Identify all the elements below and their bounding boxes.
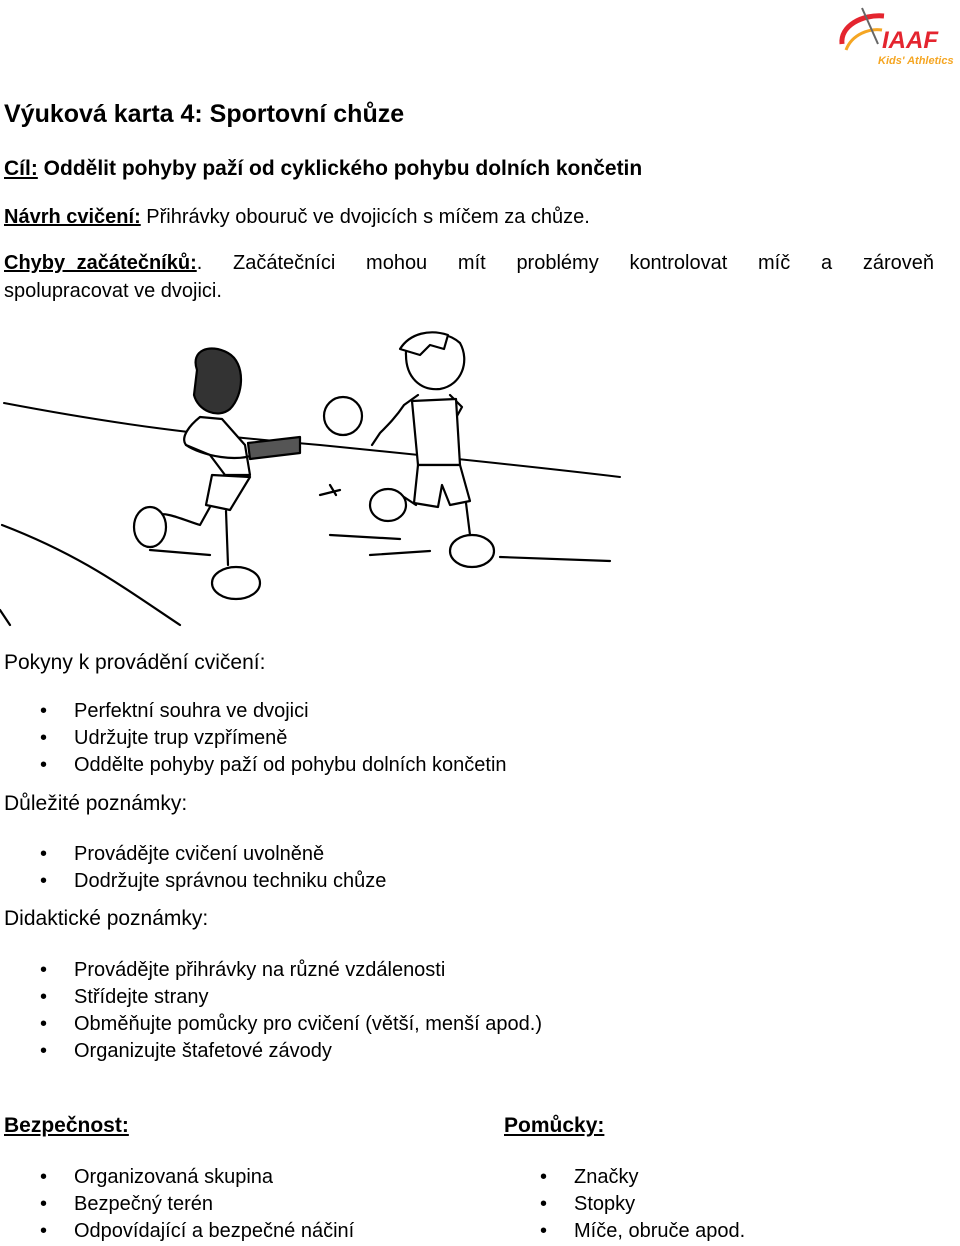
errors-word: Začátečníci [233, 252, 336, 274]
didactic-list [4, 957, 542, 1065]
errors-label: Chyby začátečníků: [4, 252, 197, 274]
list-item: • Udržujte trup vzpřímeně [4, 725, 507, 752]
errors-word: a [820, 252, 833, 274]
instructions-list [4, 698, 507, 779]
list-item: • Organizujte štafetové závody [4, 1038, 542, 1065]
exercise-label: Návrh cvičení: [4, 206, 141, 228]
list-item: • Bezpečný terén [4, 1191, 354, 1218]
errors-line-2: spolupracovat ve dvojici. [4, 280, 222, 302]
safety-list [4, 1164, 354, 1245]
list-item: • Značky [504, 1164, 745, 1191]
page-title: Výuková karta 4: Sportovní chůze [4, 100, 405, 128]
errors-word: míč [758, 252, 791, 274]
errors-word: problémy [516, 252, 599, 274]
goal-text: Oddělit pohyby paží od cyklického pohybu dolních končetin [37, 157, 643, 180]
goal-line [4, 157, 642, 181]
list-item: • Perfektní souhra ve dvojici [4, 698, 507, 725]
instructions-heading: Pokyny k provádění cvičení: [4, 651, 266, 674]
errors-paragraph [4, 249, 934, 305]
important-heading: Důležité poznámky: [4, 792, 188, 815]
list-item: • Provádějte přihrávky na různé vzdálenosti [4, 957, 542, 984]
list-item: • Dodržujte správnou techniku chůze [4, 868, 386, 895]
walking-pass-illustration [0, 325, 630, 640]
iaaf-kids-athletics-logo [832, 4, 956, 70]
exercise-text: Přihrávky obouruč ve dvojicích s míčem za chůze. [140, 206, 590, 228]
list-item: • Organizovaná skupina [4, 1164, 354, 1191]
safety-heading: Bezpečnost: [4, 1114, 129, 1137]
errors-word: . [196, 252, 203, 274]
list-item: • Provádějte cvičení uvolněně [4, 841, 386, 868]
errors-word: kontrolovat [629, 252, 728, 274]
list-item: • Odpovídající a bezpečné náčiní [4, 1218, 354, 1245]
goal-label: Cíl: [4, 157, 38, 180]
important-list [4, 841, 386, 895]
errors-line-1 [4, 249, 934, 277]
list-item: • Obměňujte pomůcky pro cvičení (větší, menší apod.) [4, 1011, 542, 1038]
equipment-list [504, 1164, 745, 1245]
list-item: • Oddělte pohyby paží od pohybu dolních končetin [4, 752, 507, 779]
right-kid-figure [370, 332, 494, 567]
list-item: • Střídejte strany [4, 984, 542, 1011]
list-item: • Míče, obruče apod. [504, 1218, 745, 1245]
list-item: • Stopky [504, 1191, 745, 1218]
exercise-line [4, 206, 590, 229]
logo-brand-text: IAAF [882, 27, 938, 54]
left-kid-figure [134, 348, 300, 599]
errors-word: zároveň [862, 252, 934, 274]
logo-sub-text: Kids' Athletics [878, 55, 954, 67]
didactic-heading: Didaktické poznámky: [4, 907, 209, 930]
errors-word: mohou [366, 252, 428, 274]
equipment-heading: Pomůcky: [504, 1114, 605, 1137]
errors-word: mít [457, 252, 486, 274]
